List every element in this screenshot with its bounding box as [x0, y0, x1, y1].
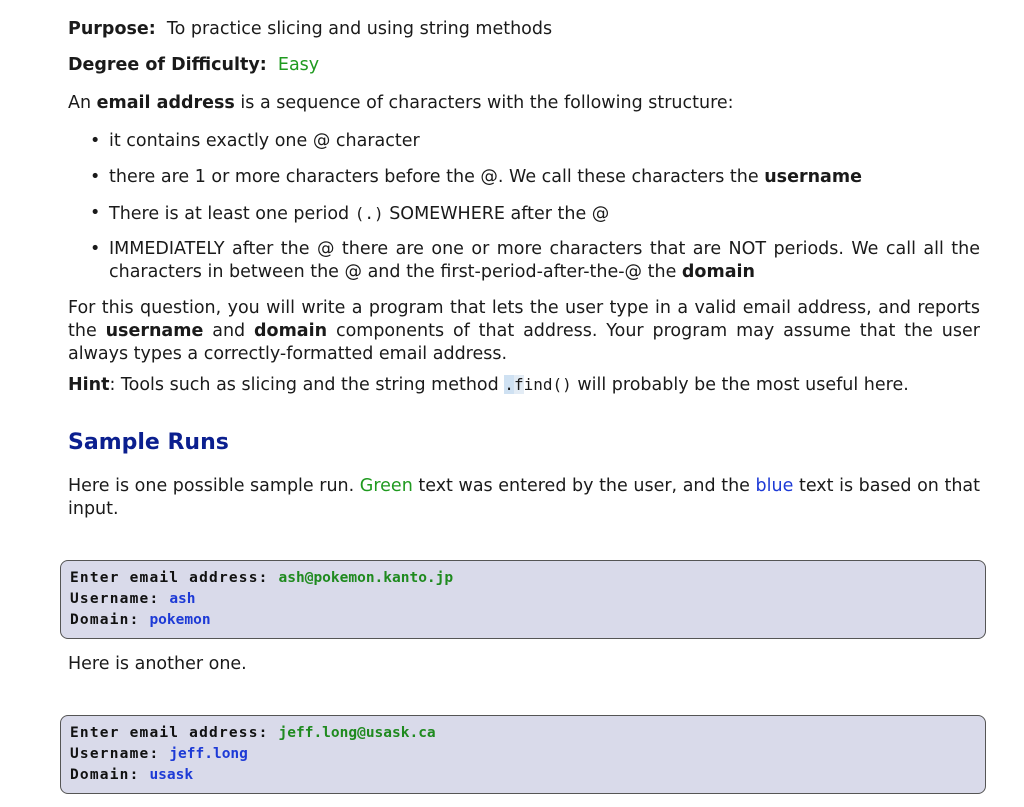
another-run-text: Here is another one. — [68, 654, 247, 674]
hint-line: Hint: Tools such as slicing and the string method .find() will probably be the most useful here. — [68, 375, 909, 395]
period-code: (.) — [354, 204, 384, 223]
difficulty-line — [68, 54, 980, 77]
term-domain: domain — [681, 262, 755, 282]
sample-runs-heading: Sample Runs — [68, 430, 229, 455]
term-email-address: email address — [96, 93, 235, 113]
find-method-code: .find() — [504, 375, 572, 394]
bullet-icon: • — [90, 203, 101, 223]
bullet-icon: • — [90, 239, 101, 259]
task-paragraph: For this question, you will write a program that lets the user type in a valid email address, and reports the username and domain components of that address. Your program may assume that the user always types a correctly-formatted email address. — [68, 298, 980, 364]
list-item: • There is at least one period (.) SOMEWHERE after the @ — [90, 203, 610, 224]
purpose-line — [68, 18, 980, 41]
list-item: • there are 1 or more characters before the @. We call these characters the username — [90, 167, 862, 187]
list-item: • it contains exactly one @ character — [90, 131, 420, 151]
intro-paragraph: An email address is a sequence of characters with the following structure: — [68, 93, 734, 113]
section-heading-cut — [68, 0, 980, 2]
sample-intro-paragraph: Here is one possible sample run. Green text was entered by the user, and the blue text is based on that input. — [68, 476, 980, 519]
hint-label: Hint — [68, 375, 110, 395]
bullet-icon: • — [90, 131, 101, 151]
bullet-icon: • — [90, 167, 101, 187]
term-username: username — [764, 167, 862, 187]
sample-run-2-codebox: Enter email address: jeff.long@usask.ca Username: jeff.long Domain: usask — [60, 715, 986, 794]
difficulty-value: Easy — [277, 55, 320, 75]
purpose-label: Purpose: — [68, 19, 156, 39]
purpose-text: To practice slicing and using string methods — [166, 19, 553, 39]
list-item: • IMMEDIATELY after the @ there are one or more characters that are NOT periods. We call all the characters in between the @ and the first-period-after-the-@ the domain — [90, 239, 980, 282]
difficulty-label: Degree of Difficulty: — [68, 55, 267, 75]
sample-run-1-codebox: Enter email address: ash@pokemon.kanto.jp Username: ash Domain: pokemon — [60, 560, 986, 639]
